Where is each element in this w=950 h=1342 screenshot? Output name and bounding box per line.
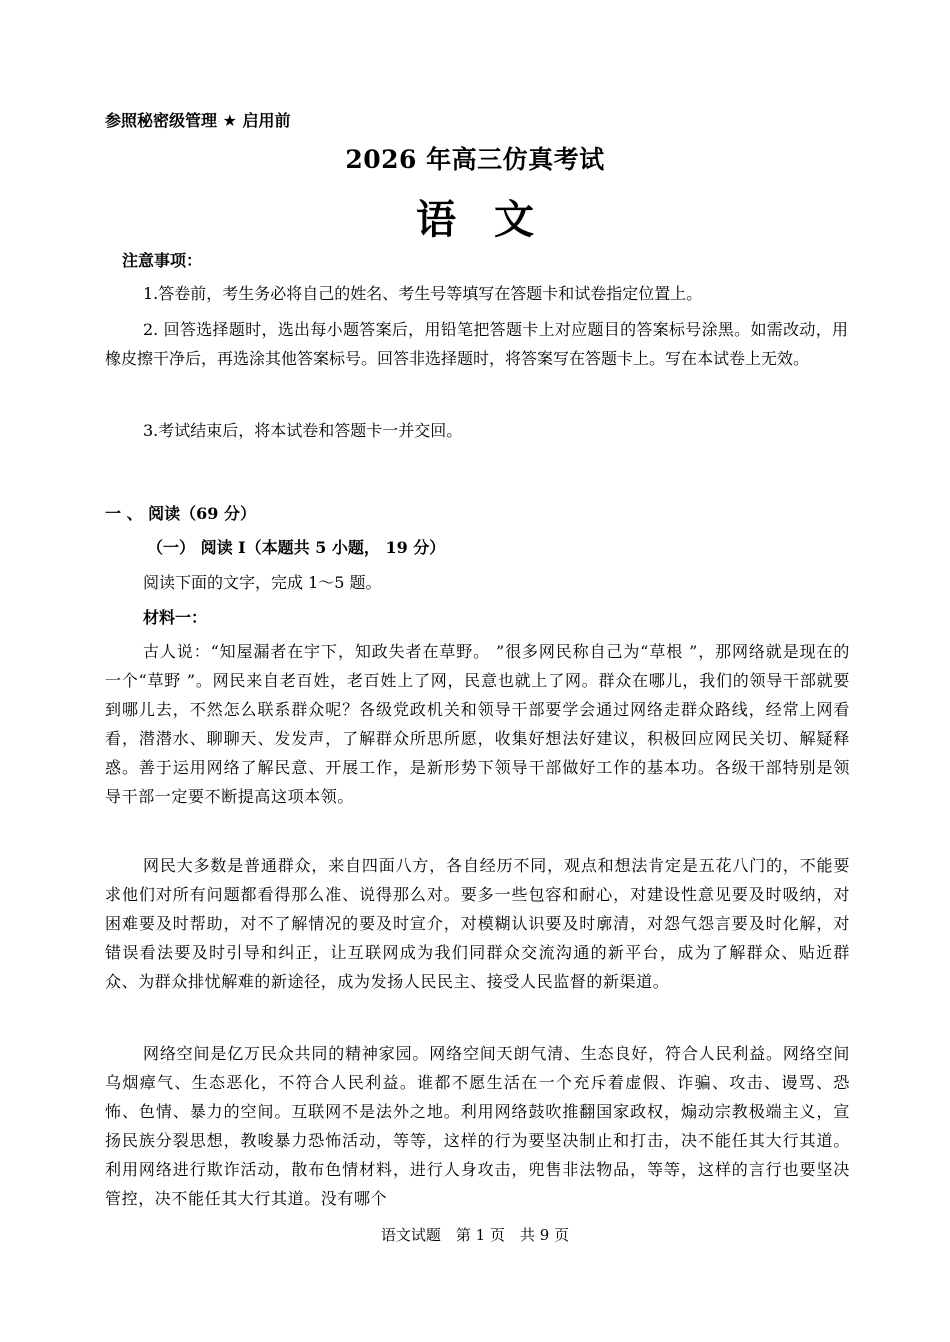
subject-title [0, 188, 950, 245]
page-footer: 语文试题 第 1 页 共 9 页 [380, 1226, 570, 1244]
subject-char-2: 文 [494, 196, 534, 243]
notice-item-1: 1.答卷前，考生务必将自己的姓名、考生号等填写在答题卡和试卷指定位置上。 [143, 284, 703, 303]
notice-item-2: 2. 回答选择题时，选出每小题答案后，用铅笔把答题卡上对应题目的答案标号涂黑。如需改动，用橡皮擦干净后，再选涂其他答案标号。回答非选择题时，将答案写在答题卡上。写在本试卷上无效。 [105, 320, 848, 368]
material-label: 材料一： [143, 608, 208, 627]
confidentiality-label: 参照秘密级管理 ★ 启用前 [105, 111, 291, 130]
notice-item-3: 3.考试结束后，将本试卷和答题卡一并交回。 [143, 421, 463, 440]
paragraph-3: 网络空间是亿万民众共同的精神家园。网络空间天朗气清、生态良好，符合人民利益。网络空间乌烟瘴气、生态恶化，不符合人民利益。谁都不愿生活在一个充斥着虚假、诈骗、攻击、谩骂、恐怖、色情、暴力的空间。互联网不是法外之地。利用网络鼓吹推翻国家政权，煽动宗教极端主义，宣扬民族分裂思想，教唆暴力恐怖活动，等等，这样的行为要坚决制止和打击，决不能任其大行其道。利用网络进行欺诈活动，散布色情材料，进行人身攻击，兜售非法物品，等等，这样的言行也要坚决管控，决不能任其大行其道。没有哪个 [105, 1044, 850, 1208]
paragraph-2: 网民大多数是普通群众，来自四面八方，各自经历不同，观点和想法肯定是五花八门的，不能要求他们对所有问题都看得那么准、说得那么对。要多一些包容和耐心，对建设性意见要及时吸纳，对困难要及时帮助，对不了解情况的要及时宣介，对模糊认识要及时廓清，对怨气怨言要及时化解，对错误看法要及时引导和纠正，让互联网成为我们同群众交流沟通的新平台，成为了解群众、贴近群众、为群众排忧解难的新途径，成为发扬人民民主、接受人民监督的新渠道。 [105, 856, 850, 991]
subject-char-1: 语 [416, 196, 456, 243]
subsection-heading: （一） 阅读 Ⅰ（本题共 5 小题， 19 分） [147, 538, 446, 557]
notice-heading: 注意事项： [122, 251, 203, 270]
paragraph-1: 古人说：“知屋漏者在宇下，知政失者在草野。 ”很多网民称自己为“草根 ”，那网络就是现在的一个“草野 ”。网民来自老百姓，老百姓上了网，民意也就上了网。群众在哪儿，我们的领导干部就要到哪儿去，不然怎么联系群众呢？各级党政机关和领导干部要学会通过网络走群众路线，经常上网看看，潜潜水、聊聊天、发发声，了解群众所思所愿，收集好想法好建议，积极回应网民关切、解疑释惑。善于运用网络了解民意、开展工作，是新形势下领导干部做好工作的基本功。各级干部特别是领导干部一定要不断提高这项本领。 [105, 642, 850, 806]
section-heading: 一 、 阅读（69 分） [105, 504, 256, 523]
reading-instruction: 阅读下面的文字，完成 1～5 题。 [143, 573, 382, 592]
exam-title: 2026 年高三仿真考试 [345, 145, 605, 174]
